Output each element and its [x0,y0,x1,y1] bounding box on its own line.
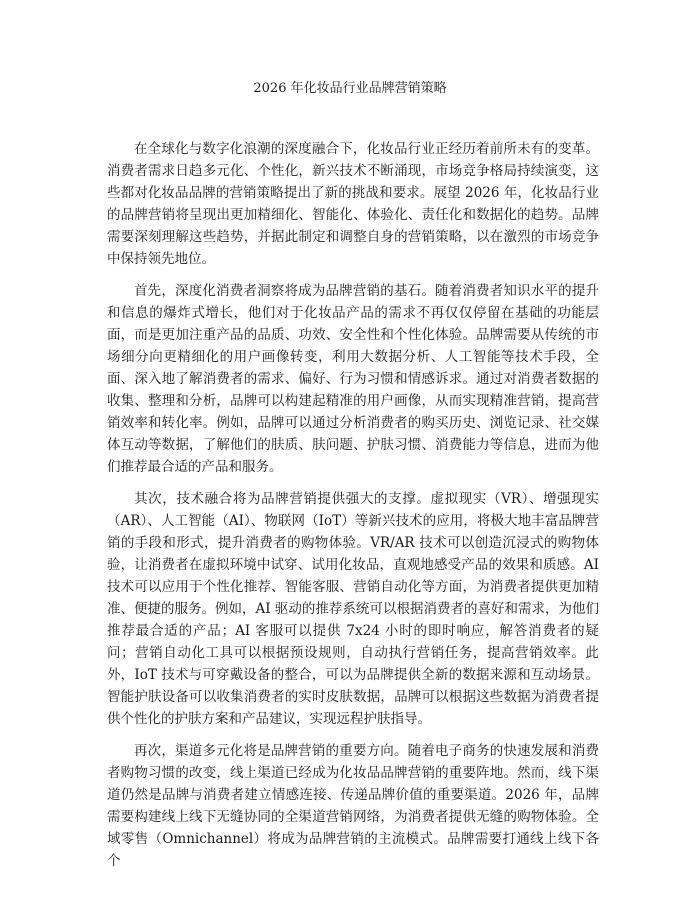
paragraph-channels: 再次，渠道多元化将是品牌营销的重要方向。随着电子商务的快速发展和消费者购物习惯的改变，线上渠道已经成为化妆品品牌营销的重要阵地。然而，线下渠道仍然是品牌与消费者建立情感连接、传递品牌价值的重要渠道。2026 年，品牌需要构建线上线下无缝协同的全渠道营销网络，为消费者提供无缝的购物体验。全域零售（Omnichannel）将成为品牌营销的主流模式。品牌需要打通线上线下各个 [107,743,599,869]
document-body [107,138,599,882]
paragraph-technology: 其次，技术融合将为品牌营销提供强大的支撑。虚拟现实（VR）、增强现实（AR）、人工智能（AI）、物联网（IoT）等新兴技术的应用，将极大地丰富品牌营销的手段和形式，提升消费者的购物体验。VR/AR 技术可以创造沉浸式的购物体验，让消费者在虚拟环境中试穿、试用化妆品，直观地感受产品的效果和质感。AI 技术可以应用于个性化推荐、智能客服、营销自动化等方面，为消费者提供更加精准、便捷的服务。例如，AI 驱动的推荐系统可以根据消费者的喜好和需求，为他们推荐最合适的产品；AI 客服可以提供 7x24 小时的即时响应，解答消费者的疑问；营销自动化工具可以根据预设规则，自动执行营销任务，提高营销效率。此外，IoT 技术与可穿戴设备的整合，可以为品牌提供全新的数据来源和互动场景。智能护肤设备可以收集消费者的实时皮肤数据，品牌可以根据这些数据为消费者提供个性化的护肤方案和产品建议，实现远程护肤指导。 [107,491,599,727]
paragraph-consumer-insight: 首先，深度化消费者洞察将成为品牌营销的基石。随着消费者知识水平的提升和信息的爆炸式增长，他们对于化妆品产品的需求不再仅仅停留在基础的功能层面，而是更加注重产品的品质、功效、安全性和个性化体验。品牌需要从传统的市场细分向更精细化的用户画像转变，利用大数据分析、人工智能等技术手段，全面、深入地了解消费者的需求、偏好、行为习惯和情感诉求。通过对消费者数据的收集、整理和分析，品牌可以构建起精准的用户画像，从而实现精准营销，提高营销效率和转化率。例如，品牌可以通过分析消费者的购买历史、浏览记录、社交媒体互动等数据，了解他们的肤质、肤问题、护肤习惯、消费能力等信息，进而为他们推荐最合适的产品和服务。 [107,283,599,475]
document-title: 2026 年化妆品行业品牌营销策略 [253,81,447,96]
paragraph-intro: 在全球化与数字化浪潮的深度融合下，化妆品行业正经历着前所未有的变革。消费者需求日趋多元化、个性化，新兴技术不断涌现，市场竞争格局持续演变，这些都对化妆品品牌的营销策略提出了新的挑战和要求。展望 2026 年，化妆品行业的品牌营销将呈现出更加精细化、智能化、体验化、责任化和数据化的趋势。品牌需要深刻理解这些趋势，并据此制定和调整自身的营销策略，以在激烈的市场竞争中保持领先地位。 [107,141,599,267]
